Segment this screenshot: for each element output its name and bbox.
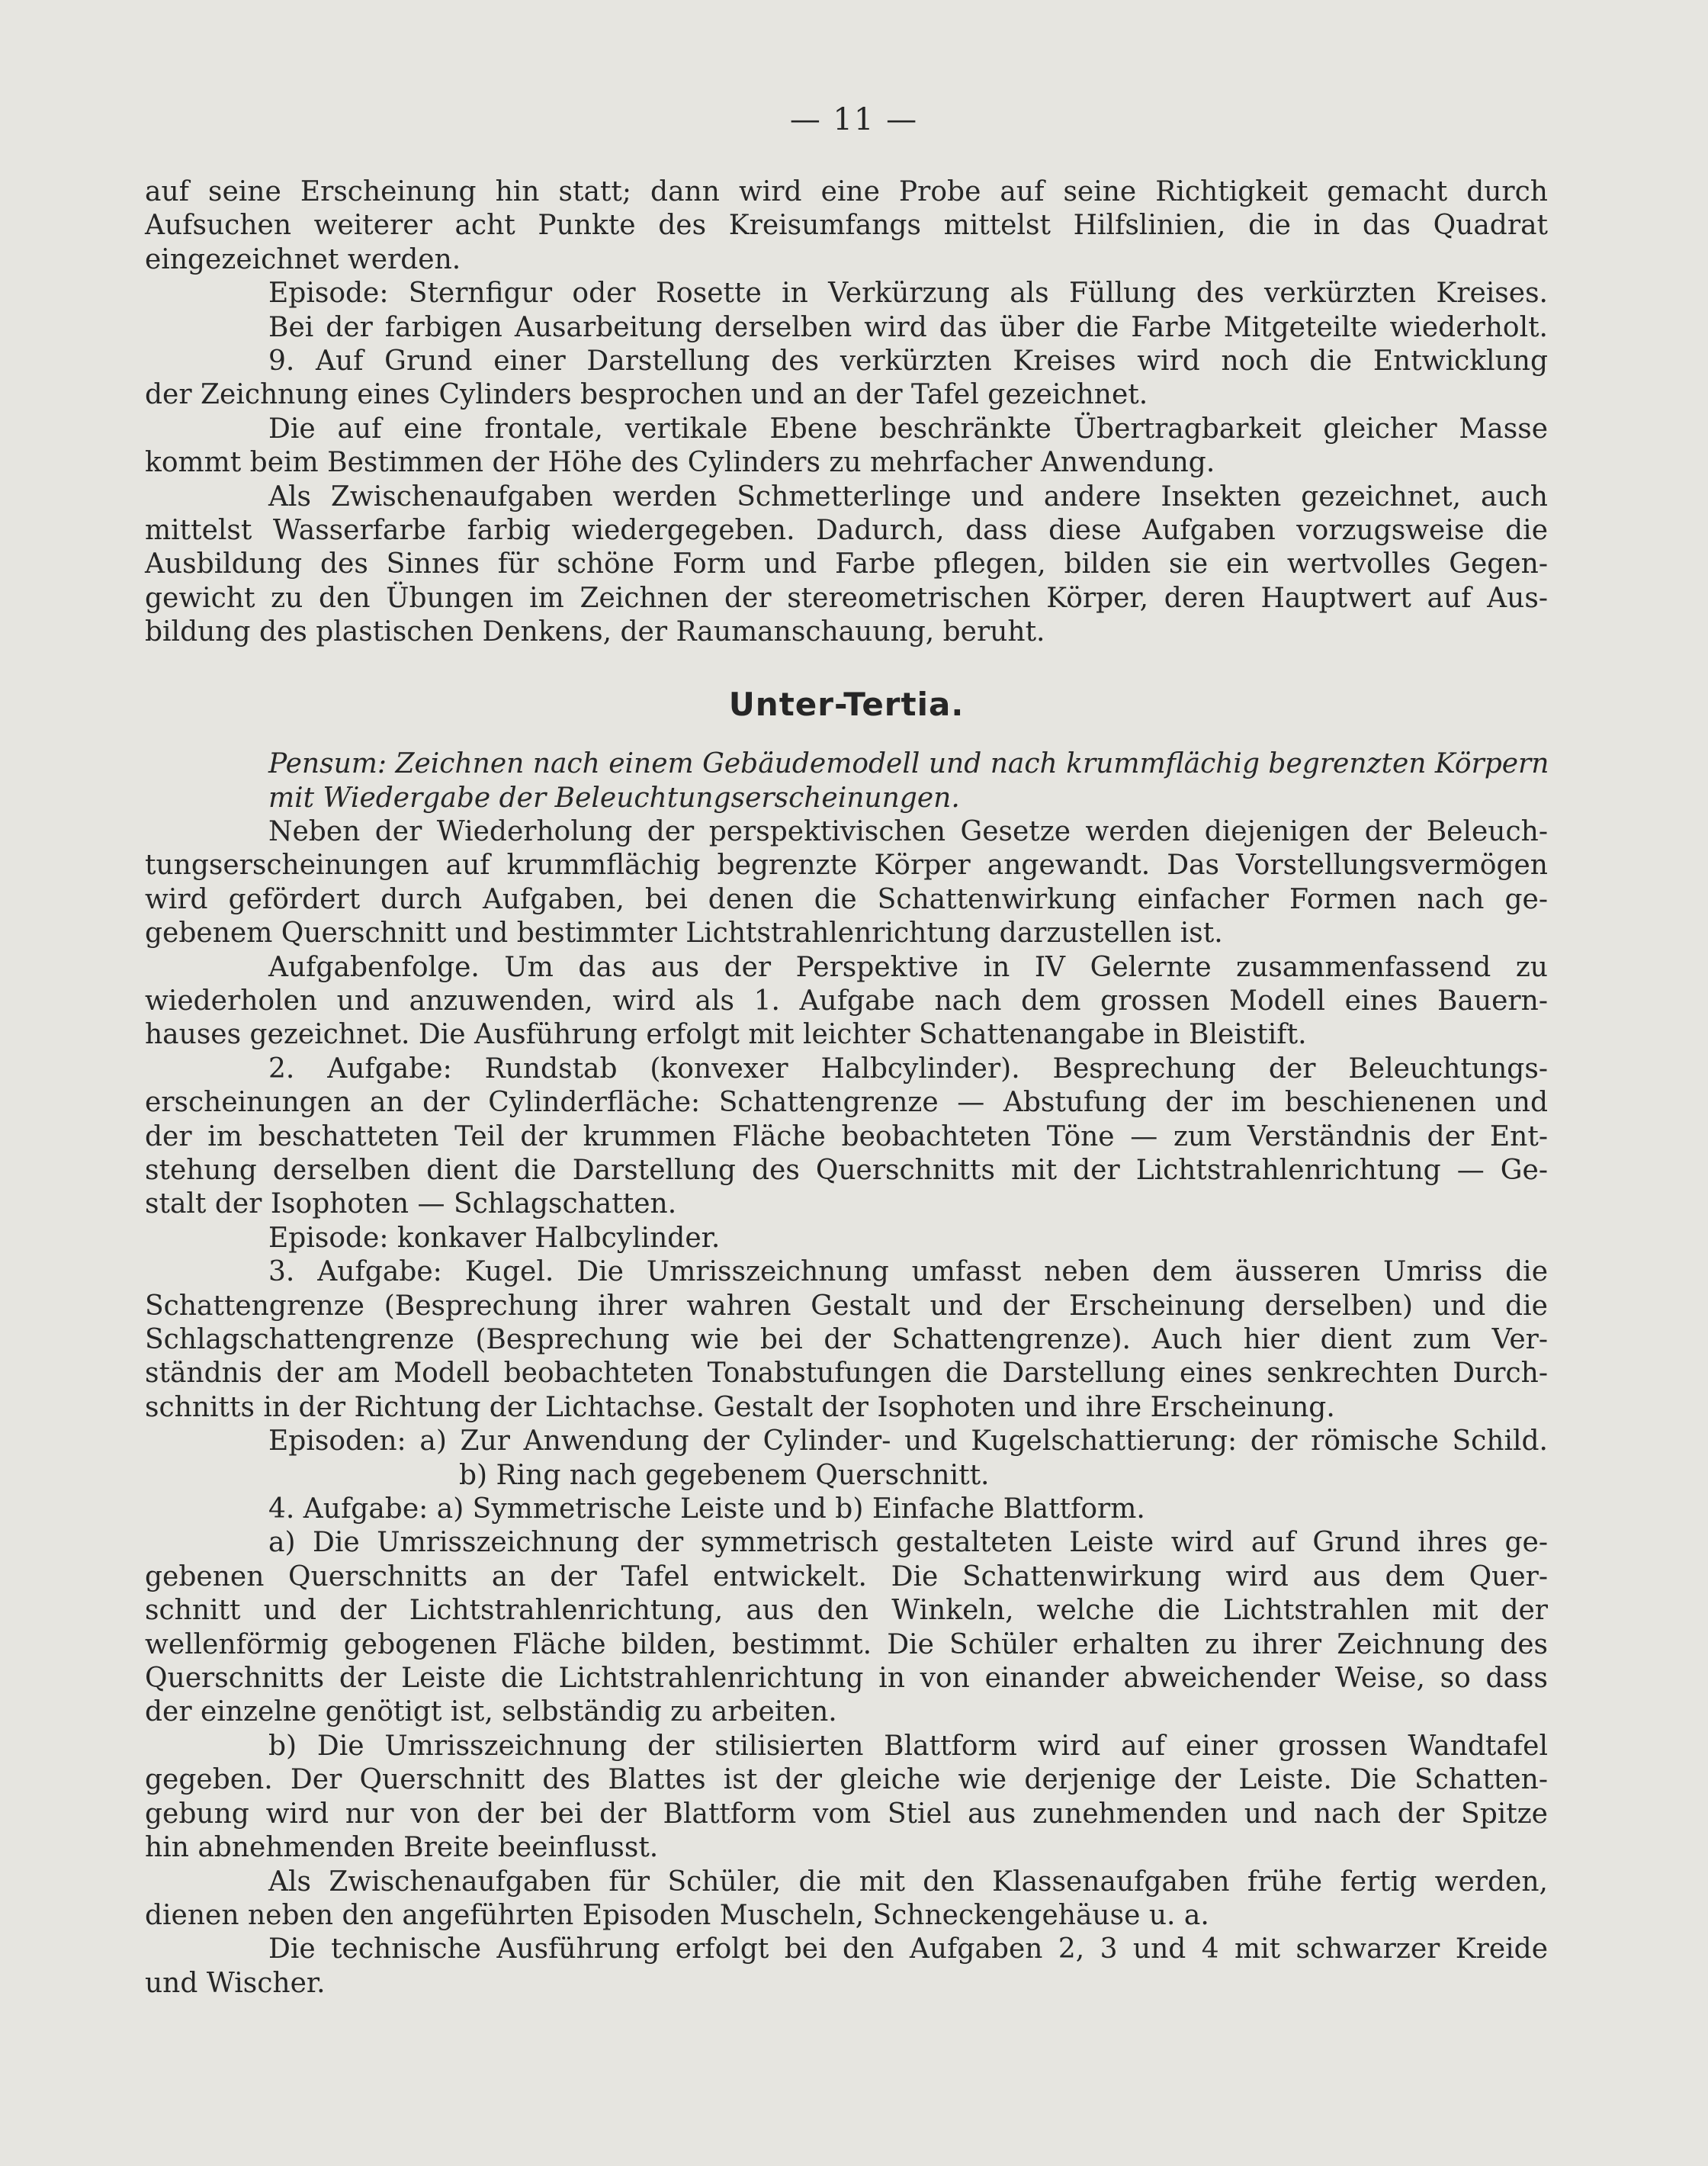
text-line: wellenförmig gebogenen Fläche bilden, bestimmt. Die Schüler erhalten zu ihrer Zeichnung des	[145, 1628, 1548, 1660]
text-line: gewicht zu den Übungen im Zeichnen der stereometrischen Körper, deren Hauptwert auf Aus-	[145, 582, 1548, 614]
text-line: erscheinungen an der Cylinderfläche: Schattengrenze — Abstufung der im beschienenen und	[145, 1087, 1548, 1119]
text-line: Aufgabenfolge. Um das aus der Perspektive in IV Gelernte zusammenfassend zu	[268, 951, 1548, 983]
text-line: Schlagschattengrenze (Besprechung wie bei der Schattengrenze). Auch hier dient zum Ver-	[145, 1324, 1548, 1355]
text-line: der im beschatteten Teil der krummen Fläche beobachteten Töne — zum Verständnis der Ent-	[145, 1120, 1548, 1152]
page-number: — 11 —	[789, 102, 919, 137]
text-line: der Zeichnung eines Cylinders besprochen und an der Tafel gezeichnet.	[145, 379, 1148, 411]
text-line: Schattengrenze (Besprechung ihrer wahren Gestalt und der Erscheinung derselben) und die	[145, 1290, 1548, 1322]
text-line: stehung derselben dient die Darstellung des Querschnitts mit der Lichtstrahlenrichtung — Ge-	[145, 1154, 1548, 1186]
text-line: Ausbildung des Sinnes für schöne Form und Farbe pflegen, bilden sie ein wertvolles Gegen-	[145, 548, 1548, 580]
pensum-line: mit Wiedergabe der Beleuchtungserscheinungen.	[268, 782, 960, 814]
text-line: dienen neben den angeführten Episoden Muscheln, Schneckengehäuse u. a.	[145, 1899, 1209, 1931]
text-line: ständnis der am Modell beobachteten Tonabstufungen die Darstellung eines senkrechten Durch-	[145, 1358, 1548, 1390]
text-line: 2. Aufgabe: Rundstab (konvexer Halbcylinder). Besprechung der Beleuchtungs-	[268, 1052, 1548, 1085]
text-line: mittelst Wasserfarbe farbig wiedergegeben. Dadurch, dass diese Aufgaben vorzugsweise die	[145, 515, 1548, 547]
text-line: und Wischer.	[145, 1967, 326, 1999]
text-line: b) Die Umrisszeichnung der stilisierten Blattform wird auf einer grossen Wandtafel	[268, 1730, 1548, 1762]
text-line: wiederholen und anzuwenden, wird als 1. Aufgabe nach dem grossen Modell eines Bauern-	[145, 985, 1548, 1017]
text-line: Die technische Ausführung erfolgt bei den Aufgaben 2, 3 und 4 mit schwarzer Kreide	[268, 1933, 1548, 1965]
text-line: Als Zwischenaufgaben werden Schmetterlinge und andere Insekten gezeichnet, auch	[268, 480, 1548, 513]
text-line: Bei der farbigen Ausarbeitung derselben wird das über die Farbe Mitgeteilte wiederholt.	[268, 311, 1548, 343]
text-line: stalt der Isophoten — Schlagschatten.	[145, 1188, 677, 1220]
text-line: a) Die Umrisszeichnung der symmetrisch gestalteten Leiste wird auf Grund ihres ge-	[268, 1527, 1548, 1559]
text-line: 4. Aufgabe: a) Symmetrische Leiste und b) Einfache Blattform.	[268, 1493, 1145, 1525]
text-line: kommt beim Bestimmen der Höhe des Cylinders zu mehrfacher Anwendung.	[145, 447, 1215, 479]
pensum-line: Pensum: Zeichnen nach einem Gebäudemodell und nach krummflächig begrenzten Körpern	[268, 748, 1549, 780]
text-line: der einzelne genötigt ist, selbständig zu arbeiten.	[145, 1696, 837, 1728]
text-line: Querschnitts der Leiste die Lichtstrahlenrichtung in von einander abweichender Weise, so dass	[145, 1663, 1548, 1695]
text-line: bildung des plastischen Denkens, der Raumanschauung, beruht.	[145, 616, 1045, 648]
text-line: hauses gezeichnet. Die Ausführung erfolgt mit leichter Schattenangabe in Bleistift.	[145, 1019, 1307, 1051]
text-line: Episoden: a) Zur Anwendung der Cylinder- und Kugelschattierung: der römische Schild.	[268, 1425, 1548, 1457]
section-heading: Unter-Tertia.	[728, 685, 965, 723]
text-line: 3. Aufgabe: Kugel. Die Umrisszeichnung umfasst neben dem äusseren Umriss die	[268, 1256, 1548, 1288]
text-line: Die auf eine frontale, vertikale Ebene beschränkte Übertragbarkeit gleicher Masse	[268, 413, 1548, 445]
text-line: gebenen Querschnitts an der Tafel entwickelt. Die Schattenwirkung wird aus dem Quer-	[145, 1560, 1548, 1592]
text-line: schnitt und der Lichtstrahlenrichtung, aus den Winkeln, welche die Lichtstrahlen mit der	[145, 1595, 1548, 1627]
body-text	[145, 175, 1548, 2000]
text-line: hin abnehmenden Breite beeinflusst.	[145, 1832, 659, 1864]
text-line: tungserscheinungen auf krummflächig begrenzte Körper angewandt. Das Vorstellungsvermögen	[145, 850, 1548, 882]
text-line: gebenem Querschnitt und bestimmter Lichtstrahlenrichtung darzustellen ist.	[145, 917, 1223, 950]
text-line: gebung wird nur von der bei der Blattform vom Stiel aus zunehmenden und nach der Spitze	[145, 1798, 1548, 1830]
text-line: Neben der Wiederholung der perspektivischen Gesetze werden diejenigen der Beleuch-	[268, 815, 1548, 847]
text-line: Als Zwischenaufgaben für Schüler, die mit den Klassenaufgaben frühe fertig werden,	[268, 1866, 1548, 1898]
text-line: wird gefördert durch Aufgaben, bei denen die Schattenwirkung einfacher Formen nach ge-	[145, 883, 1548, 915]
text-line: eingezeichnet werden.	[145, 243, 461, 275]
text-line: gegeben. Der Querschnitt des Blattes ist der gleiche wie derjenige der Leiste. Die Schatten-	[145, 1764, 1548, 1796]
text-line: 9. Auf Grund einer Darstellung des verkürzten Kreises wird noch die Entwicklung	[268, 345, 1548, 378]
text-line: schnitts in der Richtung der Lichtachse. Gestalt der Isophoten und ihre Erscheinung.	[145, 1391, 1335, 1423]
text-line: Aufsuchen weiterer acht Punkte des Kreisumfangs mittelst Hilfslinien, die in das Quadrat	[145, 210, 1548, 242]
text-line: b) Ring nach gegebenem Querschnitt.	[459, 1459, 990, 1491]
text-line: auf seine Erscheinung hin statt; dann wird eine Probe auf seine Richtigkeit gemacht durch	[145, 176, 1548, 207]
text-line: Episode: konkaver Halbcylinder.	[268, 1222, 721, 1254]
text-line: Episode: Sternfigur oder Rosette in Verkürzung als Füllung des verkürzten Kreises.	[268, 278, 1548, 310]
